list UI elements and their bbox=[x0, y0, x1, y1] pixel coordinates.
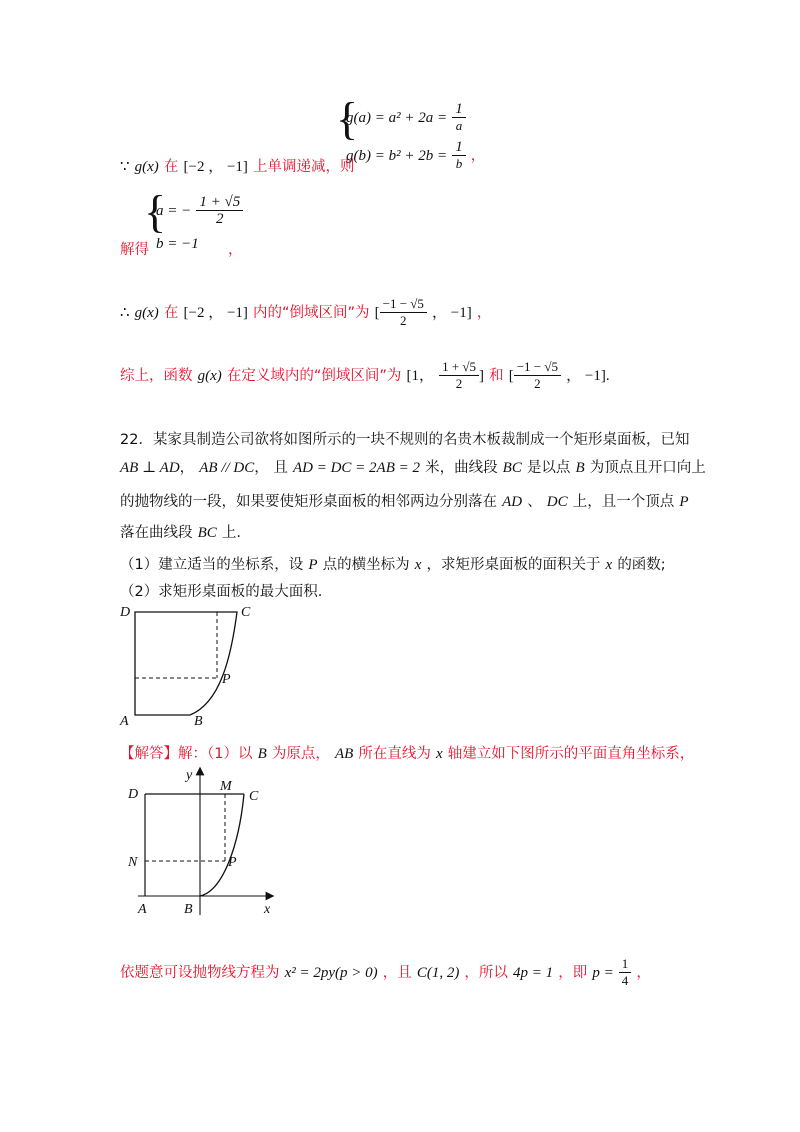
figure-board bbox=[110, 598, 270, 730]
system-eq-2: g(b) = b² + 2b = $\frac{1}{b}$ ， bbox=[346, 139, 486, 171]
label-B2: B bbox=[184, 902, 193, 917]
label-A: A bbox=[120, 714, 129, 729]
line-2-comma: ， bbox=[228, 242, 243, 258]
label-N: N bbox=[128, 855, 138, 870]
label-D: D bbox=[120, 605, 131, 620]
question-2: （2）求矩形桌面板的最大面积. bbox=[120, 584, 323, 600]
system-eq-1 bbox=[346, 101, 466, 134]
question-1: （1）建立适当的坐标系，设 P 点的横坐标为 x ，求矩形桌面板的面积关于 x 的函数; bbox=[120, 557, 666, 573]
label-x: x bbox=[264, 902, 271, 917]
answer-line: 【解答】解：（1）以 B 为原点， AB 所在直线为 x 轴建立如下图所示的平面直角坐标系， bbox=[120, 746, 695, 762]
line-1: ∵ g(x) 在 [−2 ， −1] 上单调递减，则 bbox=[120, 159, 355, 175]
frac-1-over-a: $\frac{1}{a}$ bbox=[452, 101, 466, 134]
system2-eq-2: b = −1 bbox=[156, 236, 199, 252]
problem-line-4: 落在曲线段 BC 上. bbox=[120, 525, 241, 541]
system-brace-2: { bbox=[144, 186, 167, 237]
label-A2: A bbox=[138, 902, 147, 917]
problem-line-3: 的抛物线的一段，如果要使矩形桌面板的相邻两边分别落在 AD 、 DC 上，且一个顶点 P bbox=[120, 494, 689, 510]
label-P2: P bbox=[228, 855, 237, 870]
line-2-label: 解得 bbox=[120, 242, 149, 258]
figure-coordinate bbox=[118, 765, 288, 925]
line-3: ∴ g(x) 在 [−2 ， −1] 内的“倒域区间”为 [ $\frac{-1 - √5}{2}$ ， −1] ， bbox=[120, 296, 492, 328]
frac-1-over-b: $\frac{1}{b}$ bbox=[452, 139, 466, 172]
line-4: 综上，函数 g(x) 在定义域内的“倒域区间”为 [1， $\frac{1 + √5}{2}$ ] 和 [ $\frac{-1 - √5}{2}$ ， −1]. bbox=[120, 359, 610, 391]
problem-line-1: 22．某家具制造公司欲将如图所示的一块不规则的名贵木板裁制成一个矩形桌面板，已知 bbox=[120, 432, 690, 448]
label-C2: C bbox=[249, 789, 259, 804]
label-y: y bbox=[186, 768, 193, 783]
label-D2: D bbox=[128, 787, 139, 802]
system-brace-1: { bbox=[336, 93, 359, 144]
problem-line-2: AB ⊥ AD， AB // DC， 且 AD = DC = 2AB = 2 米，曲线段 BC 是以点 B 为顶点且开口向上 bbox=[120, 460, 706, 476]
label-C: C bbox=[241, 605, 251, 620]
label-B: B bbox=[194, 714, 203, 729]
eq-ga: g(a) = a² + 2a = bbox=[346, 110, 448, 126]
last-line: 依题意可设抛物线方程为 x² = 2py(p > 0) ，且 C(1, 2) ，所以 4p = 1 ，即 p = $\frac{1}{4}$ ， bbox=[120, 956, 651, 988]
system2-eq-1: a = − $\frac{1 + √5}{2}$ bbox=[156, 194, 243, 227]
label-M: M bbox=[220, 779, 232, 794]
eq-gb: g(b) = b² + 2b = bbox=[346, 148, 448, 164]
label-P: P bbox=[222, 672, 231, 687]
